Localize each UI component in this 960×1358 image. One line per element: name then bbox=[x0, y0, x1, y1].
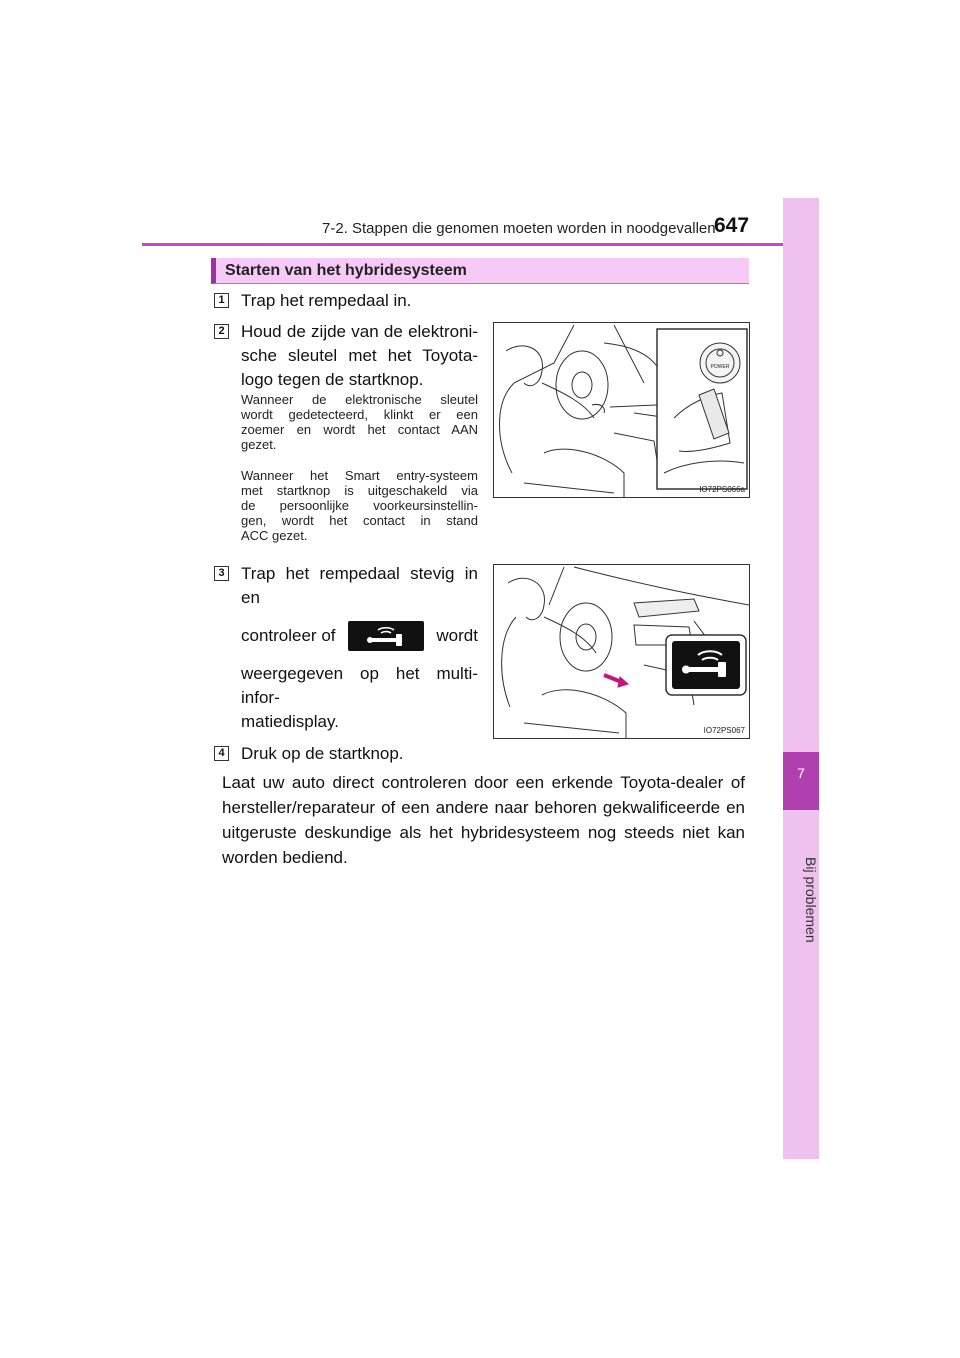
figure-multi-info-display bbox=[493, 564, 750, 739]
step-2-text bbox=[241, 320, 478, 392]
step-number-1: 1 bbox=[214, 293, 229, 308]
key-signal-icon bbox=[348, 621, 424, 651]
step-3-text: Trap het rempedaal stevig in en controleer of wordt weergegeven op het multi-infor- matiedisplay. bbox=[241, 564, 478, 731]
figure-push-start-button bbox=[493, 322, 750, 498]
step-2-line: logo tegen de startknop. bbox=[241, 370, 424, 389]
step-number-3: 3 bbox=[214, 566, 229, 581]
running-header-title: 7-2. Stappen die genomen moeten worden in noodgevallen bbox=[322, 220, 716, 237]
step-2-note-1: Wanneer de elektronische sleutel wordt gedetecteerd, klinkt er een zoemer en wordt het contact AAN gezet. bbox=[241, 392, 478, 452]
closing-paragraph: Laat uw auto direct controleren door een erkende Toyota-dealer of hersteller/reparateur of een andere naar behoren gekwalificeerde en uitgeruste deskundige als het hybridesysteem nog steeds niet kan worden bediend. bbox=[222, 773, 745, 867]
power-button-label: POWER bbox=[710, 364, 730, 370]
section-heading: Starten van het hybridesysteem bbox=[211, 258, 749, 284]
step-number-2: 2 bbox=[214, 324, 229, 339]
chapter-tab-highlight bbox=[783, 752, 819, 810]
step-2-note-2: Wanneer het Smart entry-systeem met startknop is uitgeschakeld via de persoonlijke voorkeursinstellin- gen, wordt het contact in stand ACC gezet. bbox=[241, 468, 478, 543]
step-3-line-with-icon: controleer of wordt bbox=[241, 614, 478, 658]
chapter-label: Bij problemen bbox=[803, 857, 819, 943]
header-rule bbox=[142, 243, 819, 246]
driver-illustration-1 bbox=[494, 323, 750, 498]
figure-code: IO72PS067 bbox=[703, 726, 745, 735]
step-2-line: sche sleutel met het Toyota- bbox=[241, 346, 478, 365]
chapter-number: 7 bbox=[797, 765, 805, 781]
driver-illustration-2 bbox=[494, 565, 750, 739]
step-number-4: 4 bbox=[214, 746, 229, 761]
chapter-tab bbox=[783, 198, 819, 1159]
step-1-text: Trap het rempedaal in. bbox=[241, 291, 412, 310]
step-2-line: Houd de zijde van de elektroni- bbox=[241, 322, 478, 341]
step-4-text: Druk op de startknop. bbox=[241, 744, 404, 763]
figure-code: IO72PS066a bbox=[699, 485, 745, 494]
page-number: 647 bbox=[714, 214, 750, 237]
